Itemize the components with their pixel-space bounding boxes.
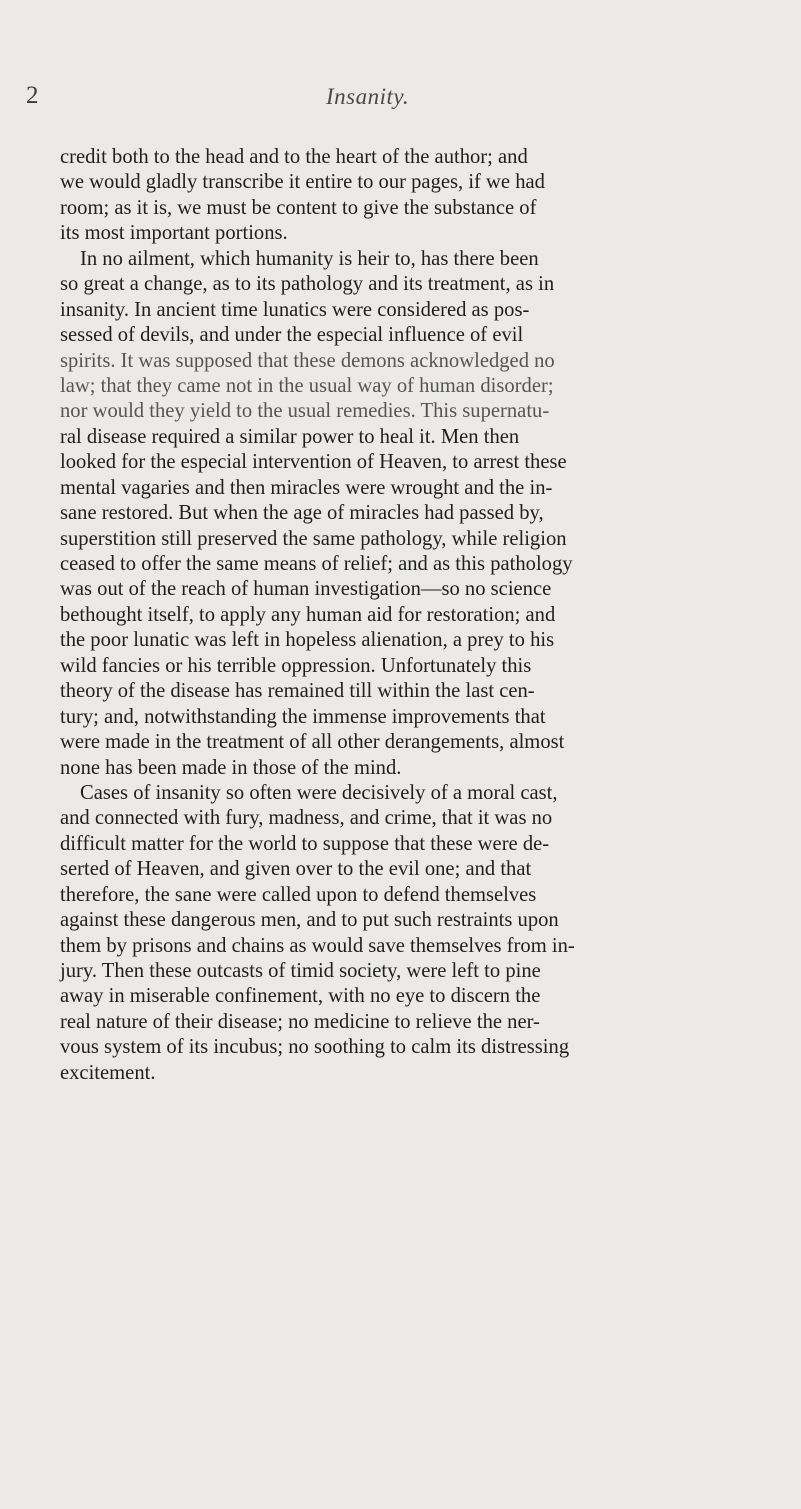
text-line: nor would they yield to the usual remedies. This supernatu- [60,400,550,423]
text-line: was out of the reach of human investigation—so no science [60,578,552,601]
page-number: 2 [26,82,39,109]
text-line: ceased to offer the same means of relief; and as this pathology [60,553,573,575]
text-line: real nature of their disease; no medicine to relieve the ner- [60,1010,540,1033]
text-line: ral disease required a similar power to heal it. Men then [60,425,520,448]
text-line: credit both to the head and to the heart of the author; and [60,146,528,168]
text-line: serted of Heaven, and given over to the evil one; and that [60,858,532,881]
paragraph-start-line: In no ailment, which humanity is heir to, has there been [80,247,539,270]
text-line: room; as it is, we must be content to give the substance of [60,196,537,219]
text-line: against these dangerous men, and to put such restraints upon [60,909,559,932]
text-line: were made in the treatment of all other derangements, almost [60,731,565,754]
text-line: jury. Then these outcasts of timid society, were left to pine [60,960,541,982]
text-line: sessed of devils, and under the especial influence of evil [60,324,524,347]
text-line: theory of the disease has remained till within the last cen- [60,680,535,703]
text-line: them by prisons and chains as would save themselves from in- [60,934,575,957]
text-line: sane restored. But when the age of miracles had passed by, [60,502,544,525]
text-line: law; that they came not in the usual way of human disorder; [60,374,554,397]
text-line: therefore, the sane were called upon to defend themselves [60,883,537,906]
text-line: superstition still preserved the same pathology, while religion [60,527,567,550]
text-line: so great a change, as to its pathology and its treatment, as in [60,273,555,296]
text-line: looked for the especial intervention of Heaven, to arrest these [60,451,567,474]
text-line: mental vagaries and then miracles were wrought and the in- [60,476,553,499]
text-line: away in miserable confinement, with no eye to discern the [60,985,541,1008]
text-line: its most important portions. [60,222,288,245]
text-line: spirits. It was supposed that these demons acknowledged no [60,349,555,372]
running-head: Insanity. [326,84,410,109]
text-line: insanity. In ancient time lunatics were considered as pos- [60,298,530,321]
text-line: none has been made in those of the mind. [60,756,402,779]
page-header [0,82,801,118]
text-line: vous system of its incubus; no soothing to calm its distressing [60,1036,570,1059]
text-line: bethought itself, to apply any human aid for restoration; and [60,603,556,626]
text-line: wild fancies or his terrible oppression. Unfortunately this [60,654,532,677]
text-line: tury; and, notwithstanding the immense improvements that [60,705,546,728]
text-line: difficult matter for the world to suppose that these were de- [60,832,550,855]
body-text [60,145,801,1086]
text-line: we would gladly transcribe it entire to our pages, if we had [60,171,545,194]
text-line: the poor lunatic was left in hopeless alienation, a prey to his [60,629,555,652]
text-line: excitement. [60,1061,156,1084]
text-line: and connected with fury, madness, and crime, that it was no [60,807,553,830]
paragraph-start-line: Cases of insanity so often were decisively of a moral cast, [80,781,558,804]
